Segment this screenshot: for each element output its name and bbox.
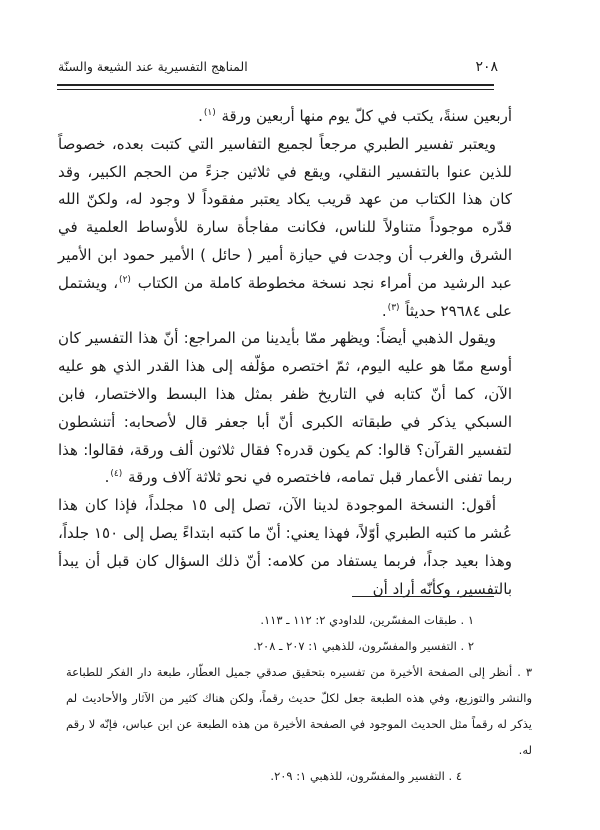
footnote-item <box>66 763 532 789</box>
footnote-marker: (٣) <box>387 302 400 313</box>
footnote-text: التفسير والمفسّرون، للذهبي ١: ٢٠٧ ـ ٢٠٨. <box>253 639 457 653</box>
text-run: أربعين سنةً، يكتب في كلّ يوم منها أربعين ورقة <box>216 107 512 125</box>
footnote-number: ٤ . <box>444 769 462 783</box>
body-text <box>58 103 512 603</box>
page-header <box>58 59 498 75</box>
footnote-text: طبقات المفسّرين، للداودي ٢: ١١٢ ـ ١١٣. <box>260 613 457 627</box>
text-run: ويقول الذهبي أيضاً: ويظهر ممّا بأيدينا من المراجع: أنّ هذا التفسير كان أوسع ممّا هو عليه اليوم، ثمّ اختصره مؤلّفه إلى هذا القدر الذي هو عليه الآن، كما أنّ كتابه في التاريخ ظفر بمثل هذا البسط والاختصار، فابن السبكي يذكر في طبقاته الكبرى أنّ أبا جعفر قال لأصحابه: أتنشطون لتفسير القرآن؟ قالوا: كم يكون قدره؟ فقال ثلاثون ألف ورقة، فقالوا: هذا ربما تفنى الأعمار قبل تمامه، فاختصره في نحو ثلاثة آلاف ورقة <box>58 329 512 487</box>
footnote-marker: (٢) <box>119 274 131 285</box>
text-run: ، ويشتمل على ٢٩٦٨٤ حديثاً <box>58 273 512 320</box>
footnote-marker: (١) <box>203 108 216 118</box>
footnote-item <box>66 659 532 763</box>
text-run: . <box>104 468 110 487</box>
footnote-text: التفسير والمفسّرون، للذهبي ١: ٢٠٩. <box>270 769 445 783</box>
page-number: ٢٠٨ <box>475 59 498 75</box>
footnotes <box>66 607 532 789</box>
text-run: أقول: النسخة الموجودة لدينا الآن، تصل إلى ١٥ مجلداً، فإذا كان هذا عُشر ما كتبه الطبري أوّلاً، فهذا يعني: أنّ ما كتبه ابتداءً يصل إلى ١٥٠ جلداً، وهذا بعيد جداً، فربما يستفاد من كلامه: أنّ ذلك السؤال كان قبل أن يبدأ بالتفسير، وكأنّه أراد أن <box>58 496 513 598</box>
body-paragraph <box>58 492 512 603</box>
text-run: ويعتبر تفسير الطبري مرجعاً لجميع التفاسير التي كتبت بعده، خصوصاً للذين عنوا بالتفسير النقلي، ويقع في ثلاثين جزءً من الحجم الكبير، وقد كان هذا الكتاب من عهد قريب يكاد يعتبر مفقوداً لا وجود له، ولكنّ الله قدّره موجوداً متناولاً للناس، فكانت مفاجأة سارة للأوساط العلمية في الشرق والغرب أن وجدت في حيازة أمير ( حائل ) الأمير حمود ابن الأمير عبد الرشيد من أمراء نجد نسخة مخطوطة كاملة من الكتاب <box>58 134 513 292</box>
footnote-number: ٢ . <box>456 639 474 653</box>
footnote-item <box>66 607 532 633</box>
body-paragraph <box>58 103 512 131</box>
text-run: . <box>381 301 387 320</box>
body-paragraph <box>58 325 512 492</box>
footnote-marker: (٤) <box>110 469 123 480</box>
footnote-number: ٣ . <box>512 665 533 679</box>
body-paragraph <box>58 131 512 326</box>
footnote-text: أنظر إلى الصفحة الأخيرة من تفسيره بتحقيق صدقي جميل العطّار، طبعة دار الفكر للطباعة والنشر والتوزيع، وفي هذه الطبعة جعل لكلّ حديث رقماً، ولكن هناك كثير من الآثار والأحاديث لم يذكر له رقماً مثل الحديث الموجود في الصفحة الأخيرة من هذه الطبعة عن ابن عباس، فإنّه لا رقم له. <box>66 665 532 757</box>
header-rule <box>57 84 494 90</box>
footnote-number: ١ . <box>456 613 474 627</box>
footnote-separator <box>352 596 494 597</box>
footnote-item <box>66 633 532 659</box>
running-title: المناهج التفسيرية عند الشيعة والسنّة <box>58 59 248 74</box>
text-run: . <box>198 107 203 125</box>
